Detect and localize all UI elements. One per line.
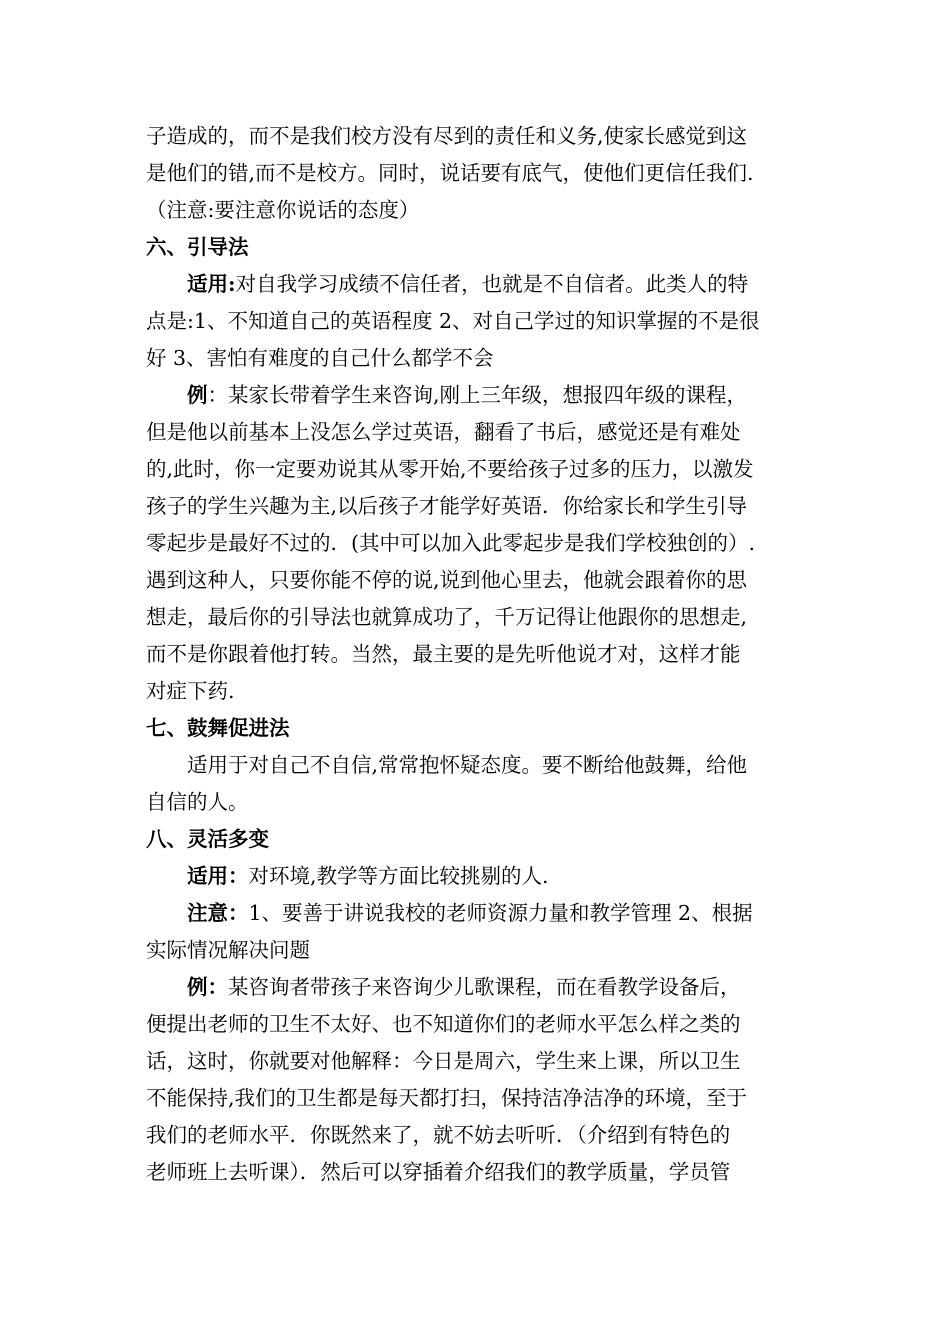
body-line: （注意:要注意你说话的态度） xyxy=(146,198,420,222)
paragraph-first-line xyxy=(146,895,810,932)
section-heading-yindaofa: 六、引导法 xyxy=(146,235,249,259)
body-line: 零起步是最好不过的．(其中可以加入此零起步是我们学校独创的）. xyxy=(146,531,756,555)
body-line: 而不是你跟着他打转。当然，最主要的是先听他说才对，这样才能 xyxy=(146,642,741,666)
body-line: 自信的人。 xyxy=(146,790,249,814)
body-line: 话，这时，你就要对他解释：今日是周六，学生来上课，所以卫生 xyxy=(146,1049,741,1073)
body-line: 但是他以前基本上没怎么学过英语，翻看了书后，感觉还是有难处 xyxy=(146,420,741,444)
bold-label: 适用: xyxy=(187,272,236,296)
bold-label: 例： xyxy=(187,975,228,999)
paragraph-text: ：某家长带着学生来咨询,刚上三年级，想报四年级的课程， xyxy=(207,383,748,407)
document-page xyxy=(146,118,810,1191)
body-line: 点是:1、不知道自己的英语程度 2、对自己学过的知识掌握的不是很 xyxy=(146,309,760,333)
body-line: 遇到这种人，只要你能不停的说,说到他心里去，他就会跟着你的思 xyxy=(146,568,748,592)
body-line: 孩子的学生兴趣为主,以后孩子才能学好英语．你给家长和学生引导 xyxy=(146,494,748,518)
paragraph-first-line: 适用于对自己不自信,常常抱怀疑态度。要不断给他鼓舞，给他 xyxy=(187,753,748,777)
paragraph-first-line xyxy=(146,858,810,895)
section-heading-linghuoduobian: 八、灵活多变 xyxy=(146,827,269,851)
body-line: 我们的老师水平．你既然来了，就不妨去听听．（介绍到有特色的 xyxy=(146,1123,731,1147)
body-line: 想走，最后你的引导法也就算成功了，千万记得让他跟你的思想走, xyxy=(146,605,748,629)
paragraph-text: 某咨询者带孩子来咨询少儿歌课程，而在看教学设备后， xyxy=(228,975,741,999)
section-heading-guwucujinfa: 七、鼓舞促进法 xyxy=(146,716,290,740)
body-line: 不能保持,我们的卫生都是每天都打扫，保持洁净洁净的环境，至于 xyxy=(146,1086,748,1110)
bold-label: 注意： xyxy=(187,901,249,925)
example-first-line xyxy=(146,377,810,414)
body-line: 对症下药. xyxy=(146,679,235,703)
body-line: 实际情况解决问题 xyxy=(146,938,310,962)
body-line: 好 3、害怕有难度的自己什么都学不会 xyxy=(146,346,494,370)
body-line: 子造成的，而不是我们校方没有尽到的责任和义务,使家长感觉到这 xyxy=(146,124,748,148)
body-line: 的,此时，你一定要劝说其从零开始,不要给孩子过多的压力，以激发 xyxy=(146,457,754,481)
paragraph-text: 对自我学习成绩不信任者，也就是不自信者。此类人的特 xyxy=(235,272,749,296)
paragraph-text: 1、要善于讲说我校的老师资源力量和教学管理 2、根据 xyxy=(248,901,753,925)
example-first-line xyxy=(146,969,810,1006)
body-line: 老师班上去听课）．然后可以穿插着介绍我们的教学质量，学员管 xyxy=(146,1160,731,1184)
bold-label: 例 xyxy=(187,383,208,407)
body-line: 便提出老师的卫生不太好、也不知道你们的老师水平怎么样之类的 xyxy=(146,1012,741,1036)
paragraph-first-line xyxy=(146,266,810,303)
paragraph-text: 对环境,教学等方面比较挑剔的人. xyxy=(248,864,549,888)
bold-label: 适用： xyxy=(187,864,249,888)
body-line: 是他们的错,而不是校方。同时，说话要有底气，使他们更信任我们. xyxy=(146,161,754,185)
